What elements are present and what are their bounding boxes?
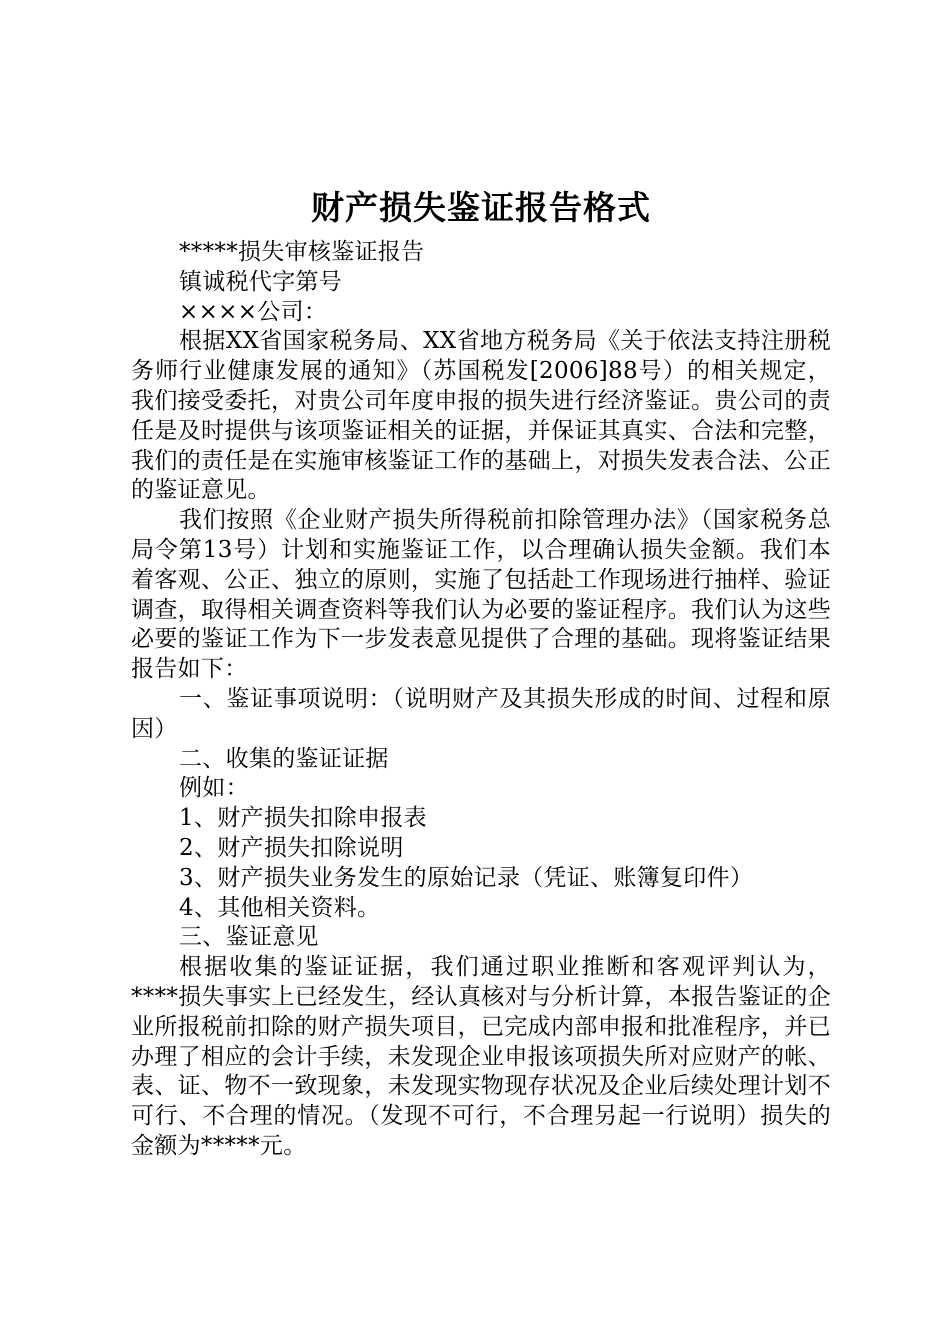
section-heading: 二、收集的鉴证证据	[179, 745, 389, 772]
document-title: 财产损失鉴证报告格式	[311, 188, 651, 227]
reference-number: 镇诚税代字第号	[179, 268, 343, 295]
body-paragraph: 根据XX省国家税务局、XX省地方税务局《关于依法支持注册税务师行业健康发展的通知》（苏国税发[2006]88号）的相关规定，我们接受委托，对贵公司年度申报的损失进行经济鉴证。贵公司的责任是及时提供与该项鉴证相关的证据，并保证其真实、合法和完整，我们的责任是在实施审核鉴证工作的基础上，对损失发表合法、公正的鉴证意见。	[131, 328, 831, 504]
list-item: 3、财产损失业务发生的原始记录（凭证、账簿复印件）	[179, 864, 754, 891]
section-heading: 一、鉴证事项说明：（说明财产及其损失形成的时间、过程和原因）	[131, 685, 831, 742]
list-item: 2、财产损失扣除说明	[179, 834, 404, 861]
list-item: 4、其他相关资料。	[179, 894, 381, 921]
body-paragraph: 根据收集的鉴证证据，我们通过职业推断和客观评判认为，****损失事实上已经发生，经认真核对与分析计算，本报告鉴证的企业所报税前扣除的财产损失项目，已完成内部申报和批准程序，并已办理了相应的会计手续，未发现企业申报该项损失所对应财产的帐、表、证、物不一致现象，未发现实物现存状况及企业后续处理计划不可行、不合理的情况。（发现不可行，不合理另起一行说明）损失的金额为*****元。	[131, 954, 831, 1159]
list-intro: 例如：	[179, 775, 249, 802]
list-item: 1、财产损失扣除申报表	[179, 805, 427, 832]
addressee: ××××公司：	[179, 298, 328, 325]
report-heading: *****损失审核鉴证报告	[179, 239, 425, 265]
document-page	[131, 182, 831, 1162]
section-heading: 三、鉴证意见	[179, 924, 319, 951]
body-paragraph: 我们按照《企业财产损失所得税前扣除管理办法》（国家税务总局令第13号）计划和实施鉴证工作，以合理确认损失金额。我们本着客观、公正、独立的原则，实施了包括赴工作现场进行抽样、验证调查，取得相关调查资料等我们认为必要的鉴证程序。我们认为这些必要的鉴证工作为下一步发表意见提供了合理的基础。现将鉴证结果报告如下：	[131, 507, 831, 683]
